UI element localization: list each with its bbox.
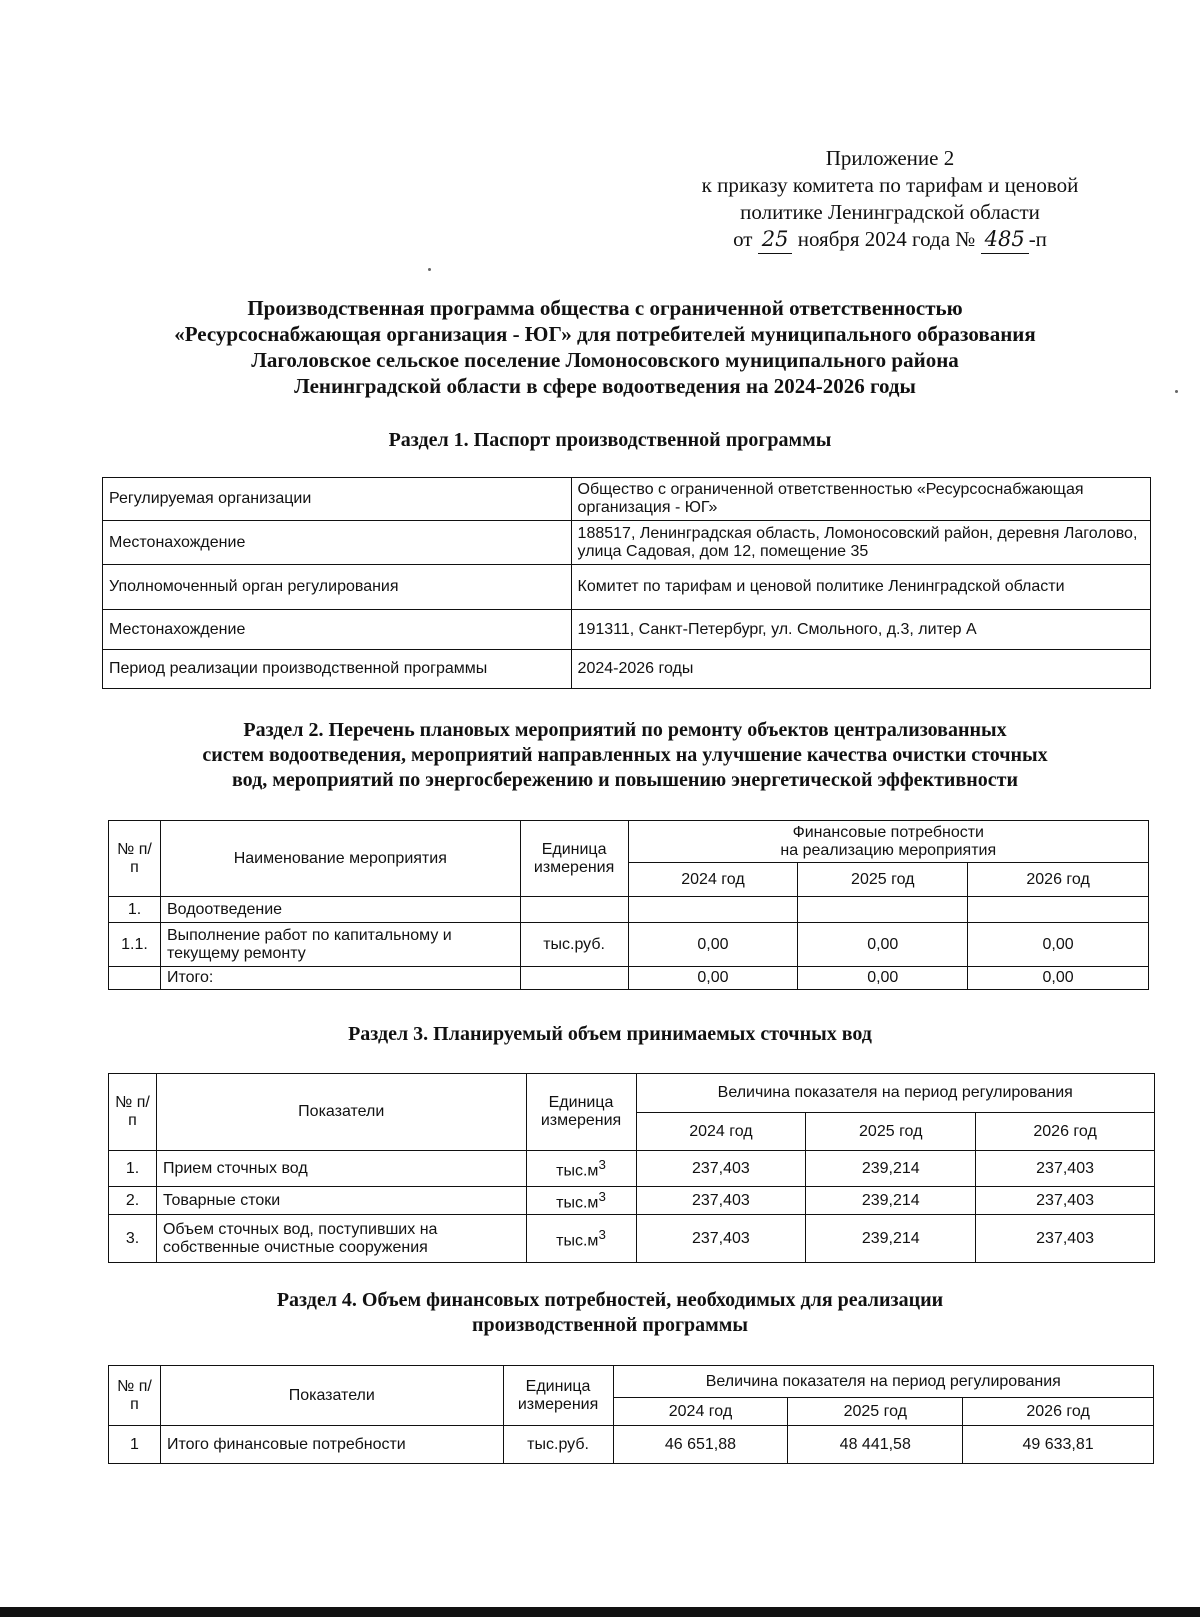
table-row [103,565,1151,610]
row-value-2025: 0,00 [798,967,968,990]
row-value-2025: 239,214 [806,1187,976,1215]
passport-value: Комитет по тарифам и ценовой политике Ленинградской области [571,565,1150,610]
col-header-2026: 2026 год [968,863,1149,897]
row-num [109,967,161,990]
appendix-month-year: ноября 2024 года № [797,227,976,251]
scan-edge [0,1607,1200,1617]
section4-title-line-1: Раздел 4. Объем финансовых потребностей, необходимых для реализации [276,1289,944,1311]
section2-title-line-3: вод, мероприятий по энергосбережению и повышению энергетической эффективности [232,769,1018,791]
col-header-name: Показатели [160,1366,503,1426]
row-name: Итого финансовые потребности [160,1426,503,1464]
passport-label: Уполномоченный орган регулирования [103,565,572,610]
row-num: 2. [109,1187,157,1215]
table-row [109,923,1149,967]
section2-title-line-1: Раздел 2. Перечень плановых мероприятий по ремонту объектов централизованных [243,719,1007,741]
appendix-from: от [733,227,753,251]
unit-superscript: 3 [598,1156,606,1172]
passport-value: Общество с ограниченной ответственностью «Ресурсоснабжающая организация - ЮГ» [571,478,1150,521]
row-value-2026 [968,897,1149,923]
row-value-2025: 239,214 [806,1215,976,1263]
finance-header-line-1: Финансовые потребности [792,823,984,841]
col-header-2024: 2024 год [613,1398,788,1426]
table-header-row [109,821,1149,863]
table-row [103,610,1151,650]
col-header-period: Величина показателя на период регулирования [613,1366,1153,1398]
col-header-unit: Единица измерения [520,821,628,897]
appendix-header [660,145,1120,254]
row-name: Выполнение работ по капитальному и текущему ремонту [160,923,520,967]
title-line-1: Производственная программа общества с ограниченной ответственностью [247,296,963,320]
section2-title [110,718,1140,793]
row-value-2024: 237,403 [636,1151,806,1187]
row-name: Товарные стоки [156,1187,526,1215]
col-header-2024: 2024 год [628,863,798,897]
row-value-2024: 0,00 [628,923,798,967]
row-unit [520,967,628,990]
table-total-row [109,967,1149,990]
table-row [103,650,1151,689]
col-header-2025: 2025 год [806,1113,976,1151]
table-row [109,1151,1155,1187]
col-header-2024: 2024 год [636,1113,806,1151]
row-num: 1. [109,897,161,923]
row-unit: тыс.руб. [520,923,628,967]
col-header-num: № п/п [109,821,161,897]
row-value-2026: 0,00 [968,923,1149,967]
row-value-2026: 0,00 [968,967,1149,990]
title-line-2: «Ресурсоснабжающая организация - ЮГ» для потребителей муниципального образования [174,322,1036,346]
passport-value: 188517, Ленинградская область, Ломоносовский район, деревня Лаголово, улица Садовая, дом 12, помещение 35 [571,521,1150,565]
row-value-2025 [798,897,968,923]
title-line-3: Лаголовское сельское поселение Ломоносовского муниципального района [251,348,959,372]
table-row [103,478,1151,521]
col-header-finance [628,821,1148,863]
row-num: 1 [109,1426,161,1464]
row-value-2026: 49 633,81 [963,1426,1154,1464]
finance-header-line-2: на реализацию мероприятия [780,841,997,859]
appendix-number: 485 [981,226,1029,254]
col-header-name: Показатели [156,1074,526,1151]
table-row [109,897,1149,923]
row-value-2025: 239,214 [806,1151,976,1187]
row-value-2025: 48 441,58 [788,1426,963,1464]
section4-finance-table [108,1365,1154,1464]
title-line-4: Ленинградской области в сфере водоотведения на 2024-2026 годы [294,374,916,398]
document-title [110,295,1100,399]
table-header-row [109,1366,1154,1398]
row-value-2025: 0,00 [798,923,968,967]
section3-title: Раздел 3. Планируемый объем принимаемых сточных вод [348,1023,872,1045]
col-header-name: Наименование мероприятия [160,821,520,897]
appendix-order-ref: к приказу комитета по тарифам и ценовой [701,173,1079,197]
table-header-row [109,1074,1155,1113]
table-row [109,1215,1155,1263]
appendix-title: Приложение 2 [825,146,955,170]
passport-value: 2024-2026 годы [571,650,1150,689]
row-value-2024 [628,897,798,923]
row-value-2024: 237,403 [636,1187,806,1215]
table-row [103,521,1151,565]
passport-value: 191311, Санкт-Петербург, ул. Смольного, д.3, литер А [571,610,1150,650]
row-num: 1. [109,1151,157,1187]
row-value-2026: 237,403 [976,1215,1155,1263]
row-num: 3. [109,1215,157,1263]
unit-base: тыс.м [556,1232,599,1250]
row-unit [520,897,628,923]
appendix-day: 25 [758,226,793,254]
col-header-2025: 2025 год [798,863,968,897]
row-value-2026: 237,403 [976,1151,1155,1187]
section2-measures-table [108,820,1149,990]
unit-superscript: 3 [598,1227,606,1243]
row-name: Итого: [160,967,520,990]
section4-title [110,1288,1110,1338]
passport-label: Местонахождение [103,610,572,650]
row-value-2026: 237,403 [976,1187,1155,1215]
row-value-2024: 0,00 [628,967,798,990]
appendix-suffix: -п [1028,227,1047,251]
col-header-unit: Единица измерения [503,1366,613,1426]
col-header-num: № п/п [109,1366,161,1426]
col-header-period: Величина показателя на период регулирования [636,1074,1155,1113]
unit-superscript: 3 [598,1189,606,1204]
row-name: Водоотведение [160,897,520,923]
section1-passport-table [102,477,1151,689]
section4-title-line-2: производственной программы [471,1314,749,1336]
passport-label: Регулируемая организации [103,478,572,521]
row-unit: тыс.руб. [503,1426,613,1464]
row-value-2024: 237,403 [636,1215,806,1263]
unit-base: тыс.м [556,1194,599,1212]
row-unit [526,1151,636,1187]
row-name: Прием сточных вод [156,1151,526,1187]
col-header-num: № п/п [109,1074,157,1151]
col-header-2025: 2025 год [788,1398,963,1426]
scan-speck [428,268,431,271]
row-num: 1.1. [109,923,161,967]
appendix-date-line [660,226,1120,254]
row-value-2024: 46 651,88 [613,1426,788,1464]
passport-label: Местонахождение [103,521,572,565]
section3-volume-table [108,1073,1155,1263]
section1-title: Раздел 1. Паспорт производственной программы [388,429,832,451]
unit-base: тыс.м [556,1162,599,1180]
section2-title-line-2: систем водоотведения, мероприятий направленных на улучшение качества очистки сточных [202,744,1048,766]
appendix-committee: политике Ленинградской области [740,200,1040,224]
row-unit [526,1215,636,1263]
row-name: Объем сточных вод, поступивших на собственные очистные сооружения [156,1215,526,1263]
row-unit [526,1187,636,1215]
col-header-2026: 2026 год [976,1113,1155,1151]
table-row [109,1426,1154,1464]
col-header-2026: 2026 год [963,1398,1154,1426]
table-row [109,1187,1155,1215]
col-header-unit: Единица измерения [526,1074,636,1151]
passport-label: Период реализации производственной программы [103,650,572,689]
scan-speck [1175,390,1178,393]
